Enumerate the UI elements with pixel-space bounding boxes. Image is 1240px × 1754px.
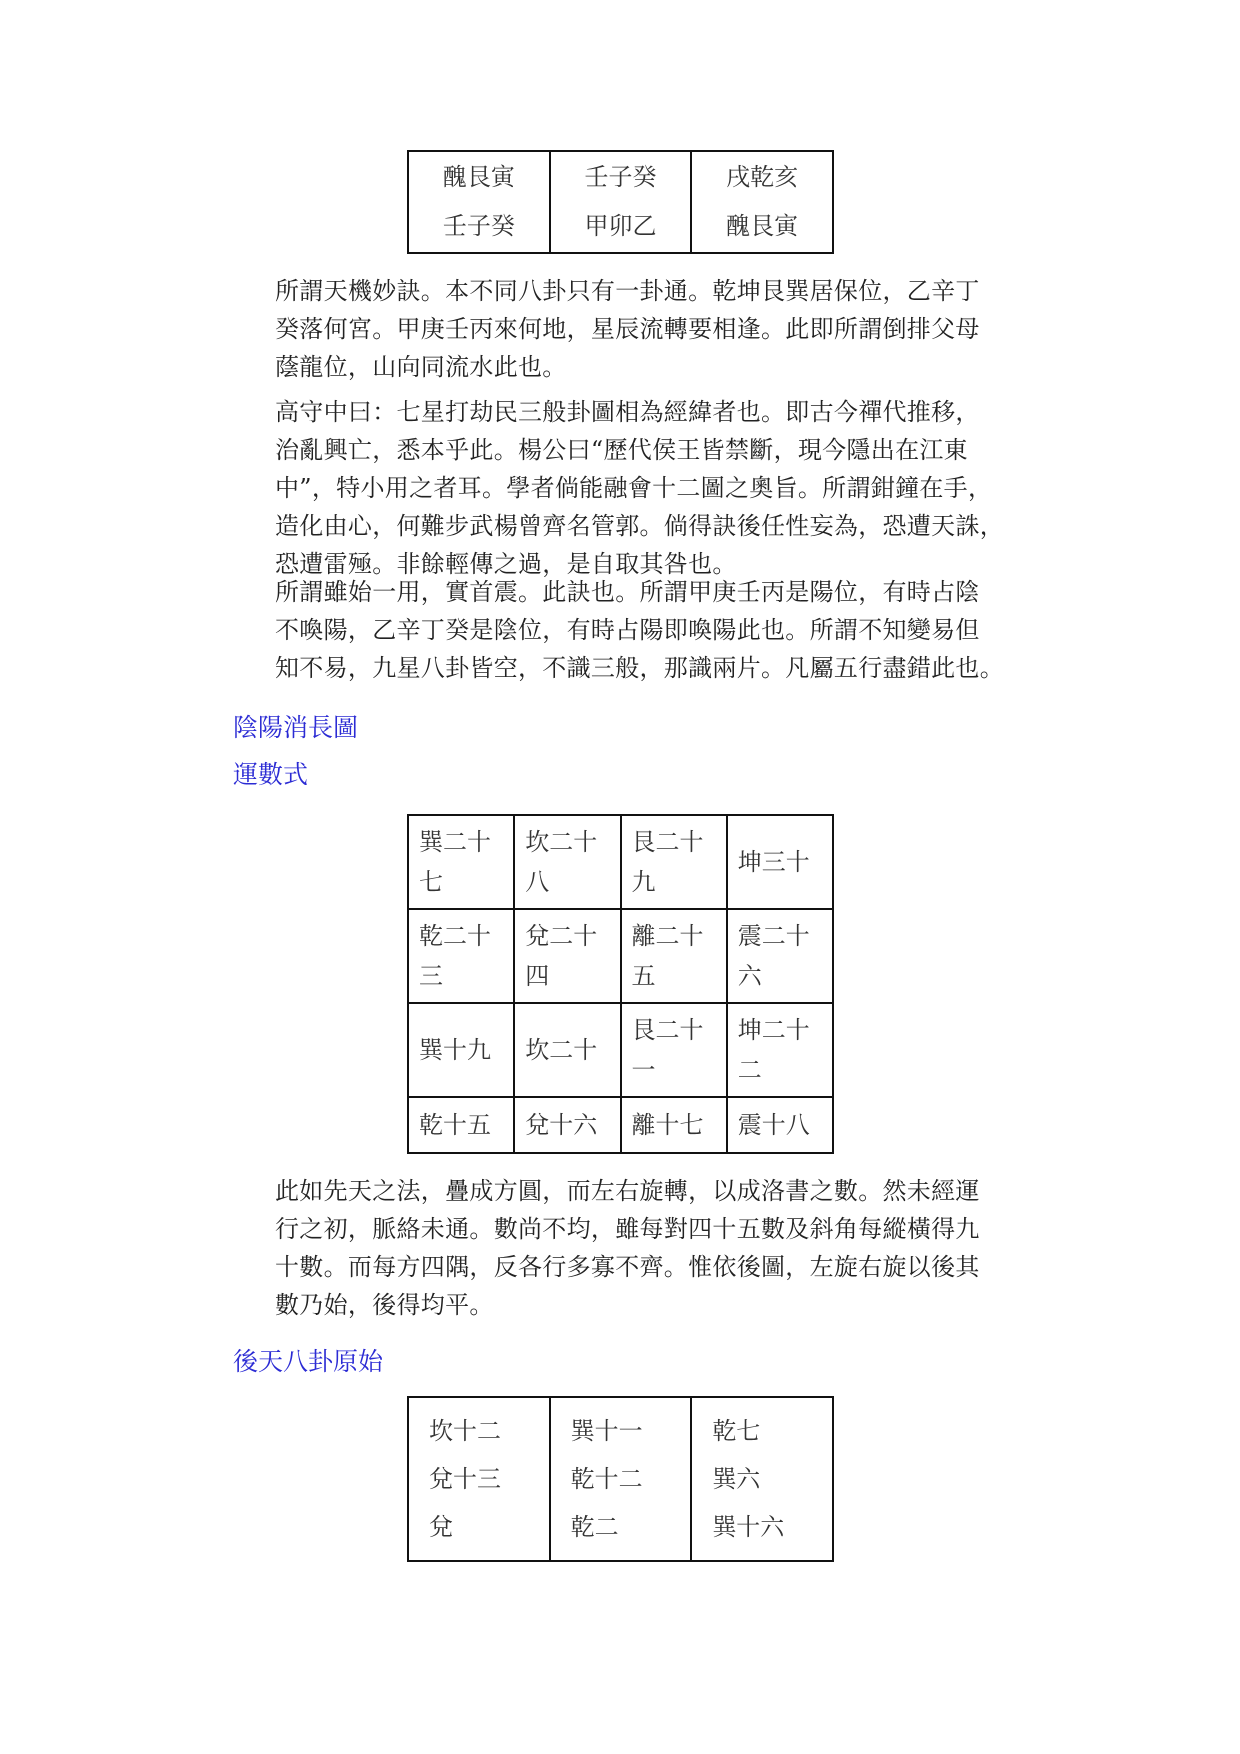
cell-text: 艮二十九 [631,828,704,896]
table-cell [727,1097,833,1153]
cell-text: 乾七 [712,1417,761,1445]
paragraph [275,573,1005,687]
text-line: 十數。而每方四隅，反各行多寡不齊。惟依後圖，左旋右旋以後其 [275,1253,980,1281]
cell-text: 乾二十三 [419,922,491,990]
table-cell [621,815,727,909]
table-cell [408,815,514,909]
cell-text: 巽十一 [570,1417,643,1445]
paragraph [275,1172,1005,1324]
cell-text: 壬子癸 [442,212,515,240]
cell-text: 坎二十八 [525,828,598,896]
table-cell [514,1097,620,1153]
cell-text: 戌乾亥 [726,163,799,191]
table-cell [408,151,550,253]
cell-text: 乾十五 [419,1111,491,1139]
table-cell [691,151,833,253]
cell-text: 巽十九 [419,1036,491,1064]
text-line: 不喚陽，乙辛丁癸是陰位，有時占陽即喚陽此也。所謂不知變易但 [275,616,980,644]
table-cell [621,1003,727,1097]
section-heading: 後天八卦原始 [233,1347,384,1376]
text-line: 中”，特小用之者耳。學者倘能融會十二圖之奧旨。所謂鉗鐘在手， [275,474,993,502]
cell-text: 巽二十七 [419,828,491,896]
text-line: 恐遭雷殛。非餘輕傳之過，是自取其咎也。 [275,550,737,578]
table-cell [621,909,727,1003]
paragraph [275,272,1005,386]
table-cell [727,909,833,1003]
cell-text: 巽六 [712,1465,761,1493]
subsection-heading: 運數式 [233,760,309,789]
text-line: 蔭龍位，山向同流水此也。 [275,353,567,381]
cell-text: 兌 [429,1513,453,1541]
table-row [408,1397,833,1561]
cell-text: 離十七 [631,1111,704,1139]
text-line: 癸落何宮。甲庚壬丙來何地，星辰流轉要相逢。此即所謂倒排父母 [275,315,980,343]
table-row [408,909,833,1003]
cell-text: 震二十六 [737,922,810,990]
table-cell [550,151,692,253]
text-line: 所謂雖始一用，實首震。此訣也。所謂甲庚壬丙是陽位，有時占陰 [275,578,980,606]
cell-text: 兌十三 [429,1465,501,1493]
cell-text: 震十八 [737,1111,810,1139]
table-row [408,1097,833,1153]
text-line: 知不易，九星八卦皆空，不識三般，那識兩片。凡屬五行盡錯此也。 [275,654,1004,682]
text-line: 造化由心，何難步武楊曾齊名管郭。倘得訣後任性妄為，恐遭天誅， [275,512,1004,540]
stem-branch-table [407,150,834,254]
table-cell [408,909,514,1003]
cell-text: 巽十六 [712,1513,785,1541]
table-cell [727,815,833,909]
text-line: 治亂興亡，悉本乎此。楊公曰“歷代侯王皆禁斷，現今隱出在江東 [275,436,968,464]
table-cell [550,1397,692,1561]
cell-text: 兌十六 [525,1111,598,1139]
table-cell [408,1097,514,1153]
table-cell [514,909,620,1003]
cell-text: 離二十五 [631,922,704,990]
text-line: 高守中曰：七星打劫民三般卦圖相為經緯者也。即古今禪代推移， [275,398,980,426]
table-cell [408,1003,514,1097]
houtian-bagua-table [407,1396,834,1562]
cell-text: 坎二十 [525,1036,598,1064]
cell-text: 壬子癸 [584,163,657,191]
text-line: 行之初，脈絡未通。數尚不均，雖每對四十五數及斜角每縱橫得九 [275,1215,980,1243]
cell-text: 坤三十 [737,848,810,876]
text-line: 數乃始，後得均平。 [275,1291,494,1319]
table-cell [691,1397,833,1561]
table-row [408,151,833,253]
table-cell [408,1397,550,1561]
table-row [408,815,833,909]
cell-text: 坤二十二 [737,1016,810,1084]
cell-text: 甲卯乙 [584,212,657,240]
cell-text: 坎十二 [429,1417,501,1445]
table-cell [621,1097,727,1153]
cell-text: 醜艮寅 [726,212,799,240]
table-cell [514,1003,620,1097]
table-cell [727,1003,833,1097]
yunshu-table [407,814,834,1154]
cell-text: 兌二十四 [525,922,598,990]
cell-text: 艮二十一 [631,1016,704,1084]
table-cell [514,815,620,909]
cell-text: 醜艮寅 [442,163,515,191]
text-line: 所謂天機妙訣。本不同八卦只有一卦通。乾坤艮巽居保位，乙辛丁 [275,277,980,305]
paragraph [275,393,1005,583]
table-row [408,1003,833,1097]
cell-text: 乾二 [570,1513,619,1541]
text-line: 此如先天之法，疊成方圓，而左右旋轉，以成洛書之數。然未經運 [275,1177,980,1205]
section-heading: 陰陽消長圖 [233,713,359,742]
cell-text: 乾十二 [570,1465,643,1493]
